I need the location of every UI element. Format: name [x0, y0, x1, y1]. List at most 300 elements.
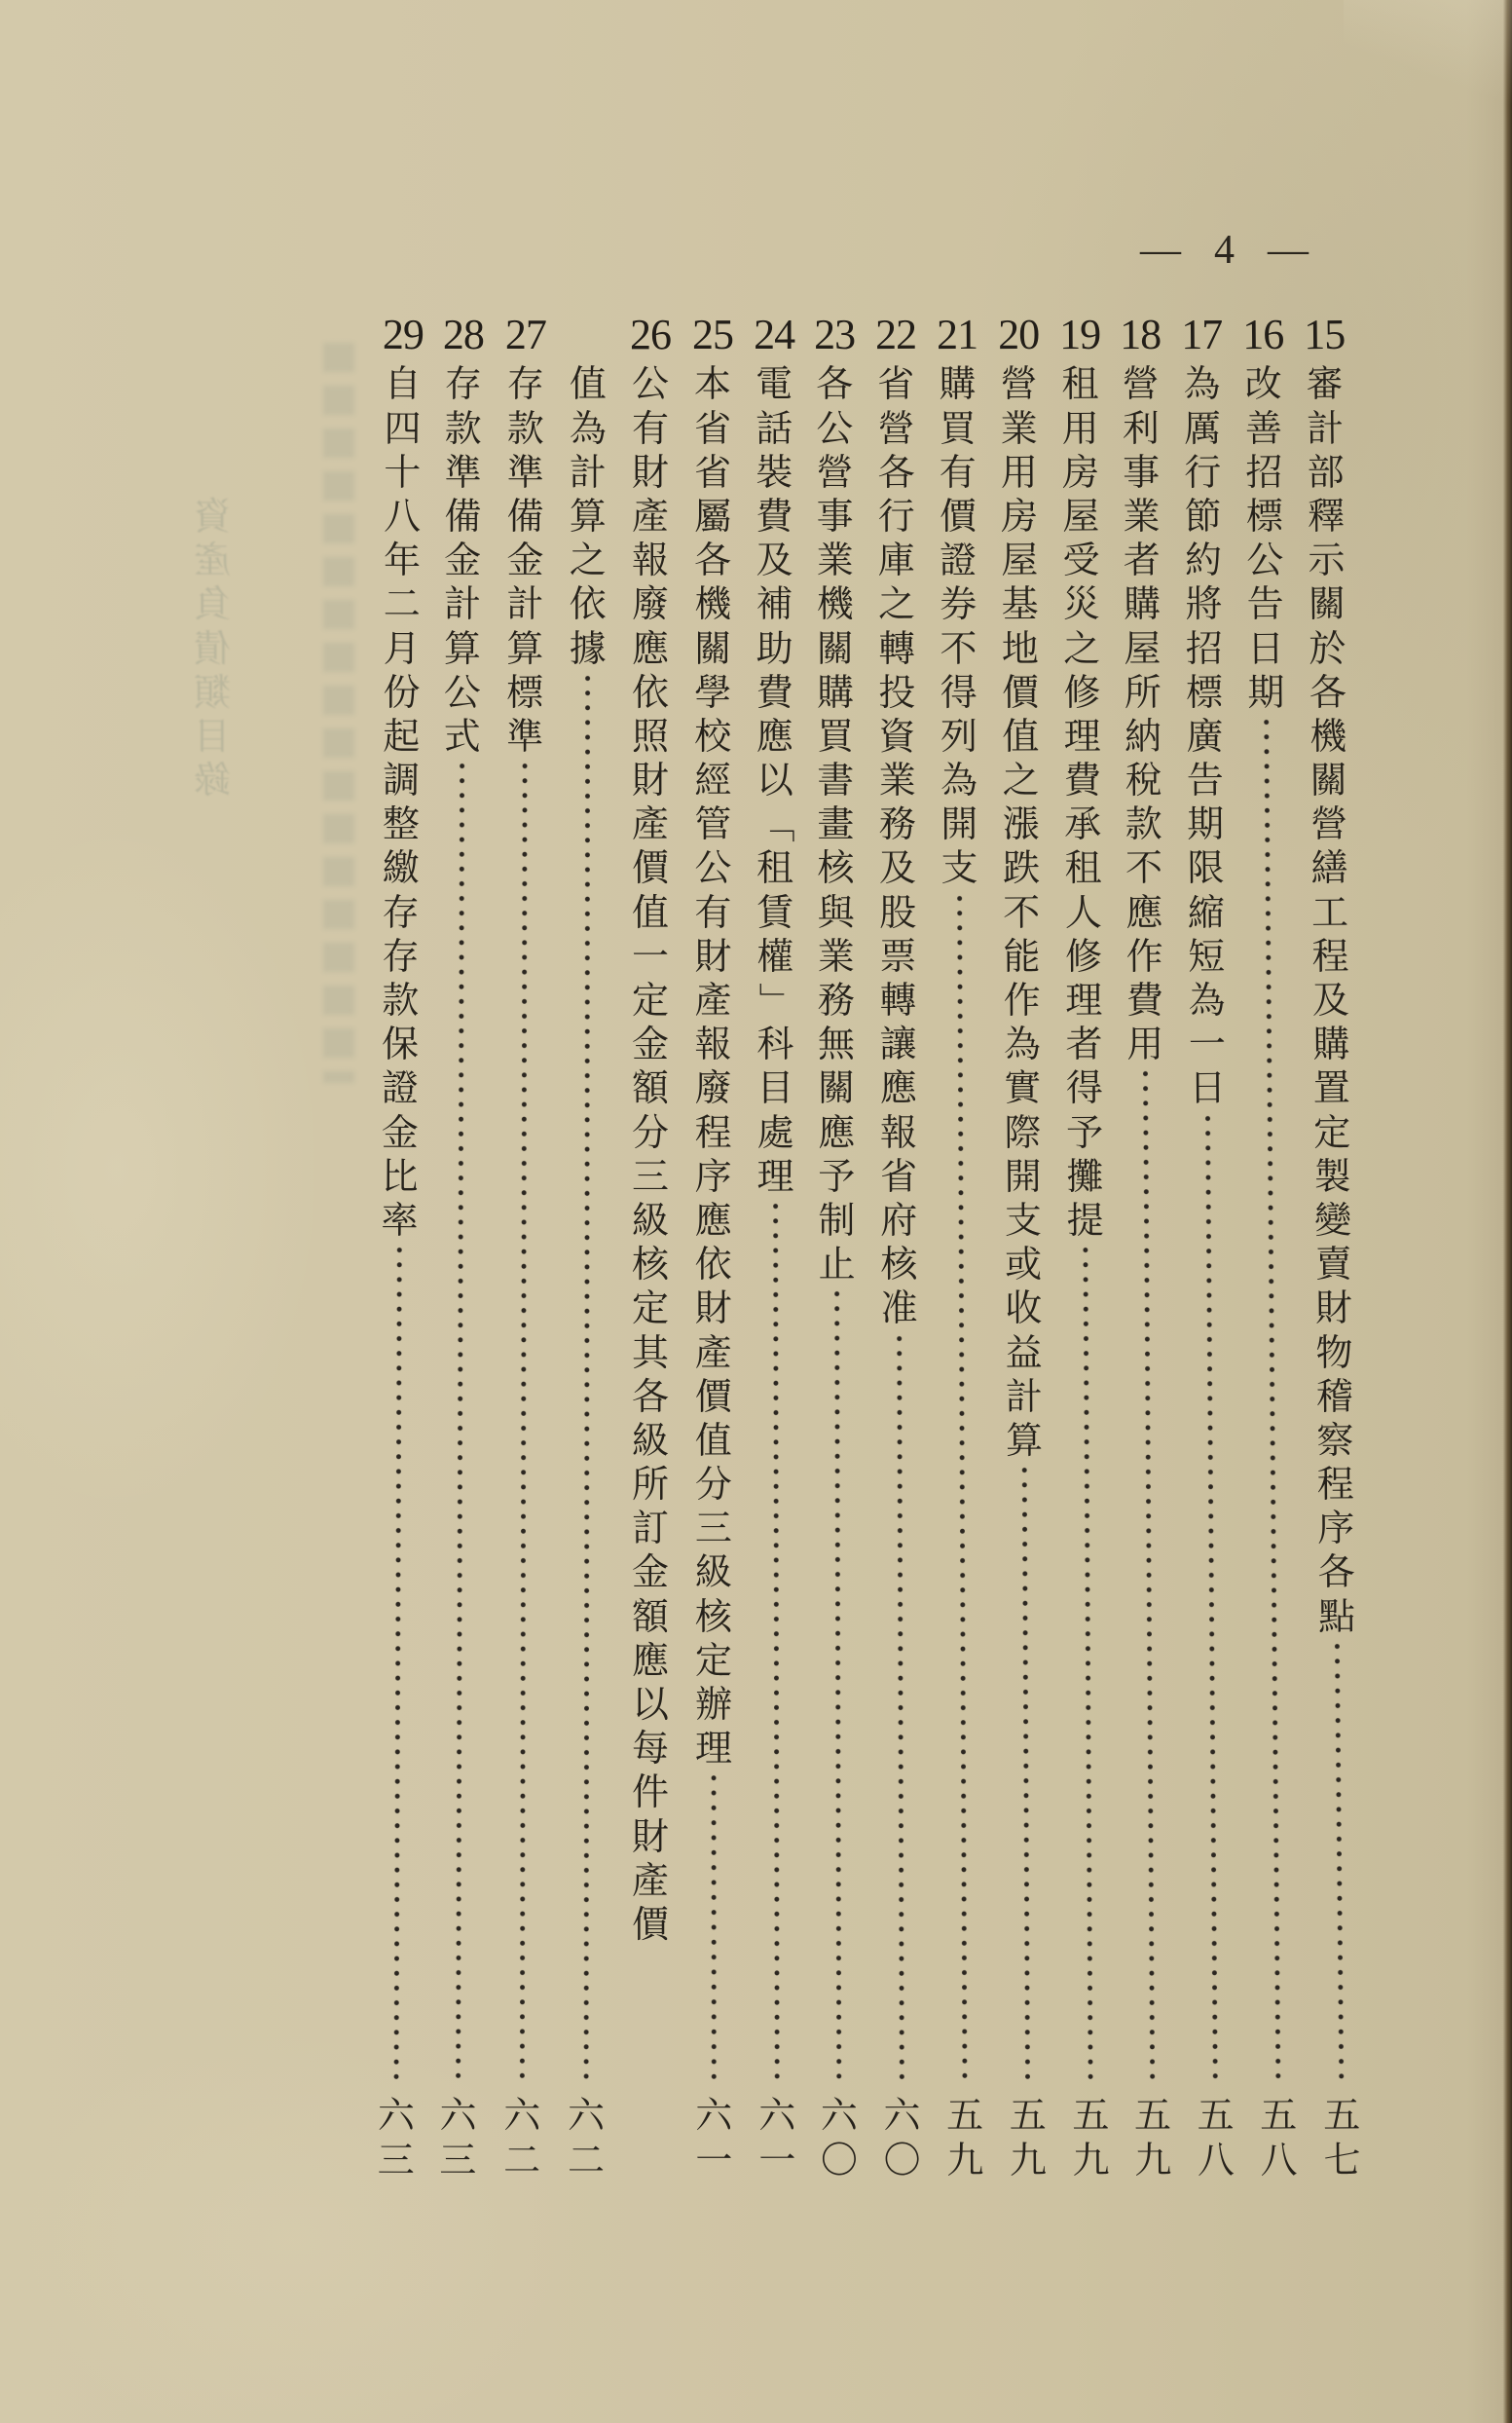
entry-page-number	[753, 2094, 801, 2181]
character: 」	[754, 982, 797, 1020]
character: 六	[568, 2094, 606, 2138]
character: 資	[194, 495, 232, 538]
character: 金	[631, 1550, 669, 1594]
character: 份	[383, 670, 421, 714]
character: 程	[1316, 1462, 1355, 1507]
entry-title	[1177, 362, 1232, 1111]
character: 經	[694, 759, 732, 802]
character: 庫	[877, 539, 915, 582]
character: 款	[444, 406, 482, 450]
character: 電	[756, 362, 793, 406]
entry-number: 25	[692, 310, 734, 359]
toc-entry-18	[1111, 310, 1182, 2184]
character: 計	[444, 582, 482, 626]
character: 資	[878, 714, 916, 758]
character: 厲	[1183, 406, 1222, 450]
character: 三	[377, 2138, 415, 2181]
toc-entry-15	[1295, 310, 1372, 2184]
character: 五	[1322, 2094, 1361, 2138]
character: 證	[381, 1066, 420, 1110]
character: 類	[194, 670, 232, 714]
character: 九	[946, 2138, 984, 2181]
character: 話	[756, 406, 793, 450]
character: 補	[756, 582, 793, 626]
character: 省	[694, 406, 732, 450]
dot-leader	[372, 1243, 424, 2084]
character: 應	[631, 1638, 669, 1682]
character: 期	[1186, 802, 1225, 846]
character: 改	[1244, 362, 1282, 406]
character: 投	[878, 670, 916, 714]
character: 九	[1072, 2138, 1110, 2181]
character: 級	[694, 1550, 732, 1594]
entry-number: 16	[1242, 310, 1284, 359]
character: 工	[1310, 890, 1349, 934]
character: 產	[631, 1858, 669, 1902]
character: 房	[1000, 494, 1039, 539]
toc-entry-17	[1172, 310, 1245, 2184]
character: 營	[1000, 362, 1038, 406]
dot-leader	[689, 1771, 738, 2084]
page-header	[1140, 230, 1309, 271]
character: 限	[1187, 846, 1225, 890]
character: 基	[1001, 582, 1039, 626]
character: 為	[940, 758, 978, 802]
character: 購	[939, 362, 977, 406]
character: 目	[756, 1066, 794, 1110]
character: 將	[1185, 582, 1223, 626]
character: 短	[1188, 934, 1226, 978]
character: 年	[383, 539, 422, 582]
character: 辦	[694, 1683, 733, 1727]
character: 不	[940, 626, 977, 670]
character: 計	[1306, 406, 1345, 450]
character: 支	[1004, 1198, 1043, 1243]
entry-title	[994, 362, 1049, 1463]
character: 十	[384, 450, 422, 494]
character: 業	[817, 934, 855, 978]
character: 款	[506, 406, 544, 450]
character: 租	[1061, 362, 1099, 406]
character: 產	[194, 539, 232, 582]
entry-number: 28	[442, 310, 484, 359]
toc-entry-29	[367, 310, 432, 2184]
character: 支	[940, 846, 978, 890]
character: 期	[1247, 670, 1285, 714]
entry-title	[1238, 362, 1290, 715]
character: 核	[880, 1243, 918, 1286]
character: 租	[1064, 846, 1102, 890]
character: 地	[1001, 626, 1039, 670]
character: 一	[631, 934, 669, 978]
character: 存	[444, 362, 482, 406]
character: 有	[939, 450, 977, 494]
character: 各	[1309, 670, 1347, 714]
character: 應	[631, 626, 669, 670]
entry-number: 21	[937, 310, 978, 359]
character: 理	[756, 1154, 794, 1198]
entry-number: 29	[382, 310, 424, 359]
character: 保	[382, 1023, 420, 1066]
character: 三	[439, 2138, 477, 2181]
character: 各	[694, 539, 732, 582]
character: 節	[1184, 494, 1222, 539]
bleed-through-title	[185, 495, 240, 802]
character: 二	[383, 582, 421, 626]
character: 租	[756, 846, 794, 890]
character: 屋	[1062, 494, 1100, 539]
character: 校	[694, 714, 732, 758]
character: 事	[816, 494, 854, 539]
character: 關	[1309, 758, 1347, 802]
character: 算	[506, 626, 544, 670]
character: 計	[506, 582, 544, 626]
character: 本	[694, 362, 732, 406]
character: 機	[694, 582, 732, 626]
character: 實	[1004, 1066, 1042, 1110]
character: 五	[1009, 2094, 1047, 2138]
character: 日	[1246, 626, 1285, 670]
character: 止	[818, 1243, 856, 1286]
character: 示	[1308, 538, 1346, 582]
toc-entry-24	[745, 310, 806, 2184]
character: 其	[631, 1330, 669, 1374]
character: 部	[1307, 450, 1345, 494]
character: 業	[1000, 406, 1038, 450]
entry-number: 19	[1059, 310, 1101, 359]
character: 「	[754, 805, 797, 843]
entry-page-number	[1254, 2094, 1304, 2182]
character: 及	[1311, 978, 1350, 1023]
entry-title	[688, 362, 738, 1771]
character: 程	[1311, 934, 1349, 978]
character: 六	[695, 2094, 733, 2138]
character: 八	[384, 494, 422, 539]
character: 整	[382, 802, 421, 846]
entry-title	[375, 362, 426, 1243]
entry-number: 24	[754, 310, 795, 359]
character: 定	[1313, 1110, 1351, 1154]
character: 稅	[1125, 758, 1162, 802]
character: 處	[756, 1110, 794, 1154]
entry-title	[750, 362, 799, 1199]
character: 額	[631, 1594, 669, 1638]
character: 有	[631, 406, 669, 450]
entry-title-continuation	[564, 362, 612, 670]
character: 科	[756, 1023, 794, 1066]
character: 財	[1314, 1286, 1353, 1330]
character: 屬	[694, 494, 732, 538]
character: 用	[1126, 1023, 1164, 1066]
character: 五	[1197, 2094, 1235, 2138]
character: 漲	[1002, 802, 1040, 846]
character: 得	[940, 670, 977, 714]
character: 分	[631, 1110, 669, 1154]
character: 助	[756, 626, 793, 670]
toc-entry-23	[805, 310, 868, 2184]
character: 關	[694, 626, 732, 670]
character: 八	[1197, 2138, 1235, 2181]
character: 起	[383, 714, 421, 758]
entry-number: 15	[1304, 310, 1346, 359]
character: 及	[756, 539, 793, 582]
character: 有	[694, 890, 732, 934]
character: 納	[1124, 714, 1162, 759]
character: 財	[694, 934, 732, 978]
character: 存	[382, 934, 420, 978]
character: 業	[1123, 494, 1161, 539]
bleed-through-column	[323, 343, 354, 1083]
character: 無	[817, 1023, 856, 1066]
character: 作	[1003, 978, 1041, 1023]
character: 公	[631, 362, 669, 406]
character: 六	[758, 2094, 796, 2138]
character: 得	[1065, 1066, 1104, 1110]
character: 關	[1308, 582, 1346, 626]
character: 受	[1062, 539, 1100, 582]
character: 提	[1066, 1198, 1104, 1243]
character: 置	[1312, 1066, 1351, 1110]
character: 負	[194, 582, 232, 626]
character: 券	[940, 582, 977, 626]
entry-page-number	[372, 2094, 421, 2182]
entry-title	[1116, 362, 1169, 1066]
toc-entry-25	[683, 310, 743, 2184]
dot-leader	[936, 891, 989, 2085]
entry-number: 26	[630, 311, 671, 358]
character: 計	[569, 450, 607, 494]
character: 裝	[756, 450, 793, 494]
character: 各	[631, 1374, 669, 1418]
character: 二	[503, 2138, 541, 2181]
character: 所	[1124, 670, 1162, 714]
character: 修	[1064, 934, 1103, 978]
character: 費	[756, 494, 793, 538]
toc-entry-22	[867, 310, 932, 2184]
character: 行	[1184, 450, 1222, 494]
character: 務	[817, 978, 855, 1023]
dot-leader	[434, 759, 487, 2084]
character: 購	[1123, 582, 1162, 626]
character: 際	[1004, 1110, 1042, 1154]
character: 目	[194, 714, 232, 758]
character: 產	[631, 494, 669, 538]
character: 者	[1065, 1023, 1103, 1066]
character: 各	[1317, 1550, 1355, 1594]
character: 費	[1125, 978, 1164, 1023]
character: 變	[1313, 1198, 1352, 1243]
character: 〇	[883, 2138, 921, 2181]
character: 值	[694, 1418, 732, 1462]
character: 各	[877, 450, 915, 494]
character: 學	[694, 670, 732, 714]
character: 賃	[756, 890, 794, 934]
character: 讓	[879, 1023, 917, 1066]
character: 招	[1185, 626, 1223, 670]
dot-leader	[1061, 1243, 1115, 2084]
entry-number: 17	[1181, 310, 1223, 359]
character: 價	[631, 1902, 669, 1946]
character: 級	[631, 1418, 669, 1462]
entry-page-number	[498, 2094, 546, 2181]
character: 畫	[817, 802, 855, 846]
entry-page-number	[562, 2094, 610, 2181]
character: 定	[631, 1286, 669, 1330]
entry-page-number	[1191, 2094, 1240, 2182]
character: 備	[506, 494, 544, 538]
toc-entry-28	[428, 310, 493, 2184]
dot-leader	[1121, 1066, 1176, 2084]
character: 買	[939, 406, 977, 450]
character: 九	[1134, 2138, 1172, 2181]
entry-number: 20	[998, 310, 1040, 359]
character: 房	[1061, 450, 1100, 494]
character: 為	[569, 406, 607, 450]
toc-entry-19	[1051, 310, 1121, 2184]
character: 值	[1002, 714, 1040, 758]
character: 值	[569, 362, 607, 406]
character: 廢	[694, 1066, 732, 1110]
character: 股	[879, 890, 917, 934]
character: 公	[694, 846, 732, 890]
character: 一	[695, 2138, 733, 2181]
character: 開	[940, 802, 978, 846]
character: 之	[1062, 626, 1101, 670]
character: 核	[694, 1594, 732, 1638]
toc-entry-21	[928, 310, 994, 2184]
character: 權	[756, 934, 794, 978]
character: 購	[816, 670, 855, 714]
character: 以	[756, 759, 793, 802]
character: 或	[1005, 1243, 1043, 1286]
dot-leader	[1000, 1463, 1051, 2084]
character: 廣	[1186, 714, 1224, 759]
character: 公	[443, 670, 481, 714]
character: 為	[1188, 978, 1226, 1023]
entry-title	[500, 362, 550, 759]
character: 計	[1005, 1374, 1043, 1418]
character: 五	[1072, 2094, 1110, 2138]
character: 六	[439, 2094, 477, 2138]
character: 及	[878, 846, 917, 890]
character: 率	[381, 1198, 419, 1243]
character: 產	[694, 1330, 732, 1374]
character: 利	[1122, 406, 1161, 450]
character: 產	[631, 802, 669, 846]
entry-title	[871, 362, 923, 1330]
character: 準	[506, 714, 544, 758]
character: 標	[1185, 670, 1224, 714]
entry-number: 18	[1120, 310, 1162, 359]
entry-page-number	[940, 2094, 989, 2182]
character: 價	[939, 494, 977, 539]
character: 物	[1315, 1330, 1353, 1374]
character: 自	[384, 362, 422, 406]
entry-number: 22	[875, 310, 917, 359]
character: 件	[631, 1771, 669, 1814]
dot-leader	[562, 671, 612, 2084]
character: 轉	[878, 626, 916, 670]
character: 算	[1005, 1418, 1044, 1462]
character: 五	[1133, 2094, 1172, 2138]
character: 災	[1062, 582, 1100, 626]
character: 核	[817, 846, 855, 890]
character: 攤	[1066, 1154, 1104, 1198]
entry-page-number	[877, 2094, 926, 2182]
character: 七	[1323, 2138, 1361, 2181]
character: 二	[567, 2138, 606, 2181]
character: 九	[1009, 2138, 1048, 2181]
character: 公	[1246, 538, 1284, 582]
character: 修	[1063, 670, 1101, 714]
character: 之	[569, 539, 607, 582]
character: 算	[569, 494, 607, 538]
character: 公	[816, 406, 854, 450]
character: 財	[694, 1286, 732, 1330]
character: 五	[945, 2094, 984, 2138]
character: 關	[818, 1066, 856, 1110]
character: 制	[818, 1198, 856, 1242]
character: 〇	[820, 2138, 859, 2181]
character: 用	[1000, 450, 1038, 494]
character: 票	[879, 934, 917, 978]
entry-title	[438, 362, 488, 759]
character: 購	[1312, 1022, 1350, 1066]
toc-entry-26	[621, 310, 680, 2184]
character: 賣	[1314, 1242, 1352, 1286]
character: 關	[816, 626, 854, 670]
toc-entry-20	[989, 310, 1057, 2184]
character: 款	[1125, 802, 1162, 846]
character: 金	[381, 1110, 419, 1154]
character: 審	[1306, 362, 1344, 406]
entry-page-number	[433, 2094, 482, 2182]
character: 三	[631, 1154, 669, 1198]
character: 準	[444, 450, 482, 494]
character: 廢	[631, 582, 669, 626]
character: 予	[1066, 1110, 1104, 1154]
character: 財	[631, 450, 669, 494]
character: 存	[382, 890, 420, 934]
entry-number: 27	[504, 310, 546, 359]
character: 之	[877, 582, 916, 626]
character: 月	[383, 626, 421, 670]
character: 證	[940, 539, 977, 582]
character: 級	[631, 1198, 669, 1242]
character: 府	[880, 1198, 918, 1243]
entry-page-number	[815, 2094, 864, 2182]
character: 繳	[382, 846, 420, 890]
toc-entry-26-continued	[557, 310, 617, 2184]
character: 用	[1061, 406, 1099, 450]
character: 額	[631, 1066, 669, 1110]
character: 買	[817, 714, 855, 758]
character: 式	[443, 714, 481, 758]
character: 縮	[1187, 890, 1226, 934]
character: 序	[694, 1154, 732, 1198]
character: 應	[879, 1066, 917, 1110]
character: 金	[506, 539, 544, 582]
character: 一	[758, 2138, 796, 2181]
character: 列	[940, 714, 978, 758]
character: 算	[443, 626, 482, 670]
character: 標	[506, 670, 544, 714]
dot-leader	[498, 759, 549, 2084]
character: 者	[1123, 539, 1161, 582]
character: 能	[1003, 934, 1041, 978]
character: 財	[631, 759, 669, 802]
entry-page-number	[1066, 2094, 1116, 2182]
